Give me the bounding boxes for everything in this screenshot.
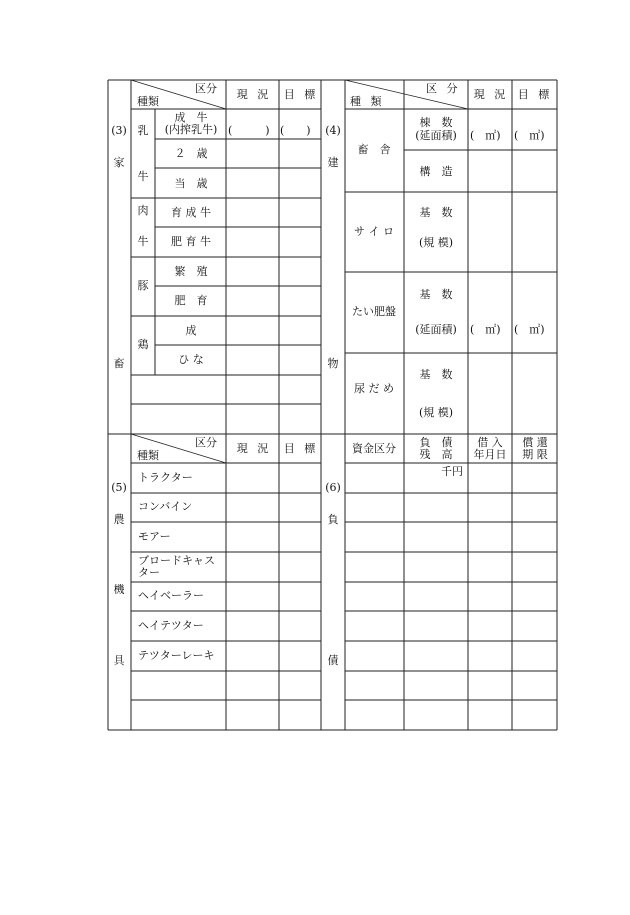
sec4-col-genkyo: 現 況	[473, 88, 509, 101]
section4-number: (4)	[325, 124, 341, 137]
bldg-urine-tank: 尿 だ め	[354, 382, 394, 395]
row-fattening: 肥 育	[174, 294, 208, 307]
machine-tractor: トラクター	[138, 471, 193, 484]
urine-count-label: 基 数	[419, 368, 453, 381]
section6-number: (6)	[325, 481, 341, 494]
bldg-silo: サ イ ロ	[354, 225, 394, 238]
section5-title-top: 農	[113, 513, 125, 526]
sec6-col-borrow-2: 年月日	[473, 448, 507, 461]
machine-combine: コンバイン	[138, 500, 193, 513]
sec6-col-repay-1: 償 還	[522, 436, 548, 449]
sec5-col-genkyo: 現 況	[236, 442, 272, 455]
row1-mokuhyo-paren: ( )	[280, 124, 311, 137]
compost-mokuhyo-m2: ( ㎡)	[514, 323, 545, 336]
machine-mower: モアー	[138, 530, 171, 543]
sec6-col-debt-2: 残 高	[419, 448, 453, 461]
row-chick: ひ な	[178, 353, 204, 366]
sec6-col-debt-1: 負 債	[419, 436, 453, 449]
cat-beef-bottom: 牛	[137, 235, 149, 248]
row-milking-cow: (内搾乳牛)	[164, 123, 218, 136]
compost-floor-area-label: (延面積)	[415, 323, 457, 336]
compost-genkyo-m2: ( ㎡)	[470, 323, 501, 336]
machine-hay-baler: ヘイベーラー	[138, 589, 204, 602]
sec6-col-repay-2: 期 限	[522, 448, 548, 461]
section6-title-top: 負	[327, 513, 339, 526]
row-this-year: 当 歳	[174, 177, 208, 190]
section5-number: (5)	[111, 481, 127, 494]
machine-tedder-rake: テツターレーキ	[138, 649, 215, 662]
section6-title-bottom: 債	[327, 654, 339, 667]
sec5-header-kubun: 区分	[195, 436, 217, 449]
barn-floor-area-label: (延面積)	[415, 129, 457, 142]
section5-title-middle: 機	[113, 583, 125, 596]
section3-title-top: 家	[113, 156, 125, 169]
cat-beef-top: 肉	[137, 204, 149, 217]
urine-scale-label: (規 模)	[418, 406, 454, 419]
section5-title-bottom: 具	[113, 654, 125, 667]
machine-broadcaster-2: ター	[138, 566, 160, 579]
sec3-col-mokuhyo: 目 標	[283, 88, 319, 101]
bldg-compost-pad: たい肥盤	[352, 305, 396, 318]
sec3-col-genkyo: 現 況	[236, 88, 272, 101]
row1-genkyo-paren: ( )	[228, 124, 270, 137]
row-fattening-cattle: 肥 育 牛	[171, 235, 211, 248]
section4-title-bottom: 物	[327, 357, 339, 370]
sec5-col-mokuhyo: 目 標	[283, 442, 319, 455]
row-adult-cow: 成 牛	[174, 111, 208, 124]
machine-hay-tedder: ヘイテツター	[138, 619, 204, 632]
row-growing-cattle: 育 成 牛	[171, 206, 211, 219]
sec6-col-borrow-1: 借 入	[477, 436, 503, 449]
section4-title-top: 建	[327, 156, 339, 169]
silo-count-label: 基 数	[419, 206, 453, 219]
barn-structure-label: 構 造	[419, 165, 453, 178]
sec4-col-mokuhyo: 目 標	[517, 88, 553, 101]
sec3-header-kubun: 区分	[195, 82, 217, 95]
barn-count-label: 棟 数	[419, 116, 453, 129]
row-2year: ２ 歳	[174, 147, 208, 160]
row-adult-bird: 成	[185, 324, 197, 337]
cat-pig: 豚	[137, 279, 149, 292]
sec3-header-shurui: 種類	[137, 95, 159, 108]
cat-dairy-top: 乳	[137, 124, 149, 137]
barn-genkyo-m2: ( ㎡)	[470, 129, 501, 142]
sec5-header-shurui: 種類	[137, 449, 159, 462]
silo-scale-label: (規 模)	[418, 236, 454, 249]
barn-mokuhyo-m2: ( ㎡)	[514, 129, 545, 142]
machine-broadcaster-1: ブロードキャス	[138, 554, 215, 567]
row-breeding: 繁 殖	[174, 265, 208, 278]
sec4-header-kubun: 区 分	[426, 82, 461, 95]
cat-dairy-bottom: 牛	[137, 170, 149, 183]
compost-count-label: 基 数	[419, 288, 453, 301]
cat-chicken: 鶏	[137, 338, 149, 351]
sec4-header-shurui: 種 類	[350, 95, 385, 108]
section3-title-bottom: 畜	[113, 357, 125, 370]
bldg-barn: 畜 舎	[357, 143, 391, 156]
sec6-unit-thousand-yen: 千円	[441, 465, 463, 478]
section3-number: (3)	[111, 124, 127, 137]
sec6-col-fund-type: 資金区分	[352, 442, 396, 455]
